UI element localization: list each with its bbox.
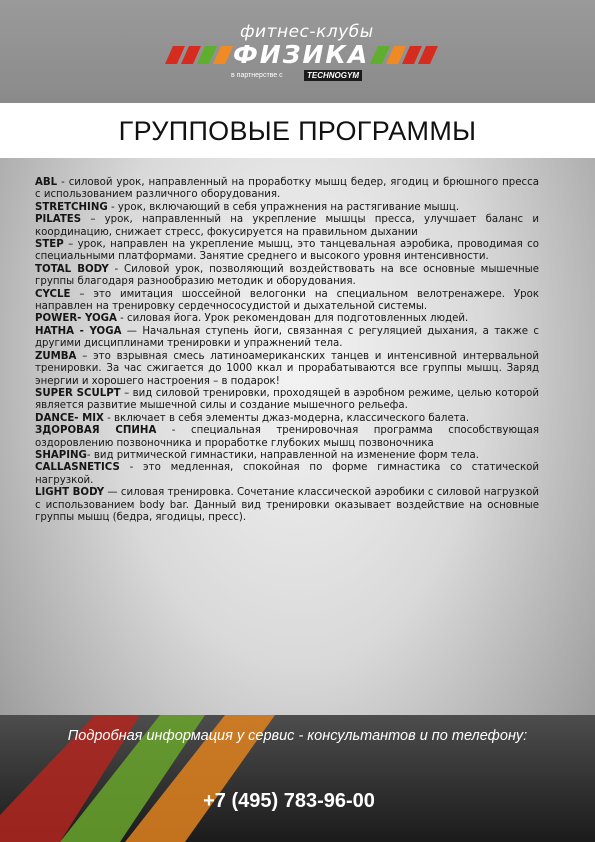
partner-logo: TECHNOGYM [304, 70, 362, 81]
program-separator: - [103, 412, 115, 424]
partner-text: в партнерстве с [231, 72, 283, 79]
logo-subtitle: фитнес-клубы [240, 22, 374, 42]
header-band [0, 0, 595, 103]
program-separator: - [86, 449, 94, 461]
program-separator: - [57, 177, 69, 188]
program-item [35, 264, 539, 289]
program-item [35, 313, 539, 325]
program-item [35, 214, 539, 239]
program-separator: — [104, 487, 121, 499]
program-name: CYCLE [35, 288, 71, 300]
program-separator: - [119, 462, 144, 474]
phone-number[interactable]: +7 (495) 783-96-00 [203, 790, 375, 812]
program-name: ЗДОРОВАЯ СПИНА [35, 425, 157, 437]
program-description: урок, направленный на укрепление мышцы пресса, улучшает баланс и координацию, снижает стресс, фокусируется на правильном дыхании [35, 214, 539, 238]
program-name: HATHA - YOGA [35, 325, 122, 337]
program-description: это имитация шоссейной велогонки на специальном велотренажере. Урок направлен на тренировку сердечнососудистой и дыхательной системы. [35, 288, 539, 313]
program-description: вид ритмической гимнастики, направленной на изменение форм тела. [93, 449, 480, 461]
programs-list [35, 177, 539, 524]
program-item [35, 388, 539, 413]
program-item [35, 177, 539, 202]
program-separator: – [70, 288, 94, 300]
program-item [35, 487, 539, 524]
program-name: SHAPING [35, 449, 87, 461]
program-separator: — [121, 325, 143, 337]
program-description: Начальная ступень йоги, связанная с регуляцией дыхания, а также с другими дисциплинами тренировки и упражнений тела. [35, 325, 539, 350]
program-description: включает в себя элементы джаз-модерна, классического балета. [114, 412, 470, 424]
program-description: это медленная, спокойная по форме гимнастика со статической нагрузкой. [35, 462, 539, 486]
program-separator: – [63, 239, 78, 251]
program-name: STRETCHING [35, 201, 108, 213]
program-description: Силовой урок, позволяющий воздействовать на все основные мышечные группы благодаря разнообразию методик и оборудования. [35, 263, 539, 288]
program-description: специальная тренировочная программа способствующая оздоровлению позвоночника и проработке глубоких мышц позвоночника [35, 425, 540, 449]
program-item [35, 413, 539, 425]
program-description: вид силовой тренировки, проходящей в аэробном режиме, целью которой является развитие мышечной силы и создание мышечного рельефа. [35, 387, 539, 412]
program-separator: - [156, 425, 191, 437]
program-description: урок, направлен на укрепление мышц, это танцевальная аэробика, проводимая со специальными платформами. Занятие среднего и высокого уровня интенсивности. [35, 239, 539, 263]
program-name: DANCE- MIX [35, 412, 104, 424]
footer-info-text: Подробная информация у сервис - консультантов и по телефону: [67, 728, 528, 744]
program-name: PILATES [35, 214, 82, 226]
program-item [35, 326, 539, 351]
page-title: ГРУППОВЫЕ ПРОГРАММЫ [118, 116, 477, 146]
program-separator: – [81, 214, 105, 226]
program-separator: - [107, 201, 118, 213]
program-item [35, 202, 539, 214]
program-description: силовой урок, направленный на проработку мышц бедер, ягодиц и брюшного пресса с использованием различного оборудования. [35, 177, 539, 201]
logo-stripes-left [165, 46, 235, 66]
program-description: силовая йога. Урок рекомендован для подготовленных людей. [127, 313, 469, 325]
program-name: TOTAL BODY [35, 263, 109, 275]
program-separator: – [76, 350, 94, 362]
program-description: это взрывная смесь латиноамериканских танцев и интенсивной интервальной тренировки. За час сжигается до 1000 ккал и прорабатываются все группы мышц. Заряд энергии и хорошего настроения – в подарок! [35, 350, 540, 387]
program-name: CALLASNETICS [35, 462, 120, 474]
program-item [35, 462, 539, 487]
program-separator: - [108, 263, 125, 275]
program-separator: - [116, 313, 128, 325]
logo-name: ФИЗИКА [233, 40, 370, 69]
program-item [35, 239, 539, 264]
program-name: LIGHT BODY [35, 487, 105, 499]
program-name: ZUMBA [35, 350, 77, 362]
program-item [35, 289, 539, 314]
program-item [35, 425, 539, 450]
program-description: силовая тренировка. Сочетание классической аэробики с силовой нагрузкой с использованием body bar. Данный вид тренировки оказывает воздействие на основные группы мышц (бедра, ягодицы, пресс). [35, 487, 539, 523]
program-name: STEP [35, 239, 64, 251]
logo-stripes-right [370, 46, 440, 66]
program-item [35, 450, 539, 462]
program-name: POWER- YOGA [35, 313, 117, 325]
program-item [35, 351, 539, 388]
program-name: SUPER SCULPT [35, 387, 121, 399]
program-description: урок, включающий в себя упражнения на растягивание мышц. [117, 201, 460, 213]
program-name: ABL [35, 177, 58, 188]
program-separator: – [120, 387, 133, 399]
